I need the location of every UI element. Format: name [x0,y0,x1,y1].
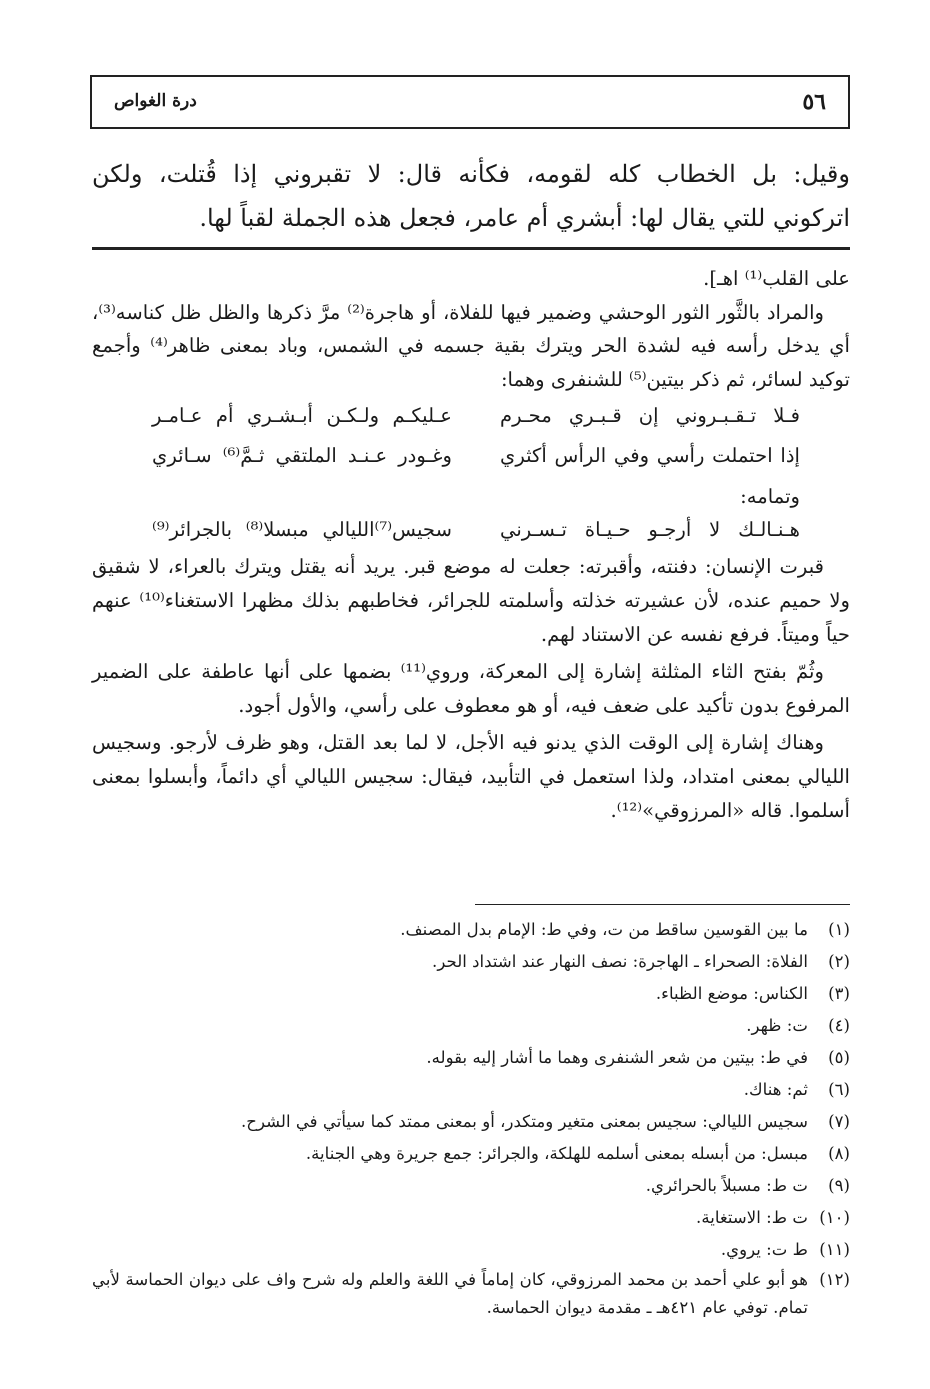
footnote-text: ط ت: يروي. [720,1240,808,1259]
footnote [92,1042,850,1074]
footnote-number: (١٢) [819,1270,850,1289]
footnote [92,978,850,1010]
footnote-number: (٢) [828,952,850,971]
verse-hemistich-second: عـليكـم ولـكـن أبـشـري أم عـامـر [152,404,452,428]
footnote [92,1106,850,1138]
footnote [92,1138,850,1170]
footnote-text: ت: ظهر. [746,1016,808,1035]
footnote-text: ثم: هناك. [743,1080,808,1099]
footnote [92,914,850,946]
footnote-number: (٥) [828,1048,850,1067]
paragraph: قبرت الإنسان: دفنته، وأقبرته: جعلت له موضع قبر. يريد أنه يقتل ويترك بالعراء، لا شقيق ولا حميم عنده، لأن عشيرته خذلته وأسلمته للجرائر، فخاطبهم بذلك مظهرا الاستغناء⁽¹⁰⁾ عنهم حياً وميتاً. فرفع نفسه عن الاستناد لهم. [92,555,851,646]
paragraph: وثُمّ بفتح الثاء المثلثة إشارة إلى المعركة، وروي⁽¹¹⁾ بضمها على أنها عاطفة على الضمير المرفوع بدون تأكيد على ضعف فيه، أو هو معطوف على رأسي، والأول أجود. [92,660,850,717]
footnote-number: (١١) [819,1240,850,1259]
footnote-number: (٧) [828,1112,850,1131]
page-number: ٥٦ [802,89,826,115]
footnote [92,1234,850,1266]
verse-hemistich-first: هـنـالـك لا أرجـو حـيـاة تـسـرني [500,518,800,542]
verse-line [92,440,850,480]
verse-line [92,514,850,550]
verse-hemistich-first: فـلا تـقـبـروني إن قـبـري محـرم [500,404,800,428]
quote-line: اتركوني للتي يقال لها: أبشري أم عامر، فجعل هذه الجملة لقباً لها. [199,204,850,232]
footnote-number: (٣) [828,984,850,1003]
footnote [92,1010,850,1042]
footnote-text: هو أبو علي أحمد بن محمد المرزوقي، كان إماماً في اللغة والعلم وله شرح واف على ديوان الحماسة لأبي تمام. توفي عام ٤٢١هـ ـ مقدمة ديوان الحماسة. [92,1270,808,1317]
footnote [92,1266,850,1322]
paragraph: والمراد بالثَّور الثور الوحشي وضمير فيها للفلاة، أو هاجرة⁽²⁾ مرَّ ذكرها والظل ظل كناسه⁽³⁾، أي يدخل رأسه فيه لشدة الحر ويترك بقية جسمه في الشمس، وباد بمعنى ظاهر⁽⁴⁾ وأجمع توكيد لسائر، ثم ذكر بيتين⁽⁵⁾ للشنفرى وهما: [92,300,850,391]
footnote-number: (٤) [828,1016,850,1035]
footnote-text: ت ط: الاستغاية. [696,1208,808,1227]
verse-hemistich-first: إذا احتملت رأسي وفي الرأس أكثري [500,444,800,468]
verse-line [92,400,850,440]
verse-hemistich-second: سجيس⁽⁷⁾الليالي مبسلا⁽⁸⁾ بالجرائر⁽⁹⁾ [152,518,452,542]
footnote-text: الكناس: موضع الظباء. [655,984,808,1003]
footnote-text: في ط: بيتين من شعر الشنفرى وهما ما أشار إليه بقوله. [426,1048,808,1067]
section-divider [92,247,850,250]
verse-hemistich-second: وغـودر عـنـد الملتقي ثـمَّ⁽⁶⁾ سـائري [152,444,452,468]
running-title: درة الغواص [114,91,197,111]
footnotes [92,914,850,1322]
commentary [92,262,850,827]
footnote-text: ت ط: مسبلاً بالحرائري. [645,1176,808,1195]
page-header [90,75,850,129]
paragraph: وهناك إشارة إلى الوقت الذي يدنو فيه الأجل، لا لما بعد القتل، وهو ظرف لأرجو. وسجيس الليالي بمعنى امتداد، ولذا استعمل في التأبيد، فيقال: سجيس الليالي أي دائماً، وأبسلوا بمعنى أسلموا. قاله «المرزوقي»⁽¹²⁾. [92,731,850,822]
footnote [92,946,850,978]
footnote-divider [475,904,850,905]
footnote [92,1074,850,1106]
footnote-number: (٩) [828,1176,850,1195]
continued-line: على القلب⁽¹⁾ اهـ]. [703,267,850,290]
footnote-text: الفلاة: الصحراء ـ الهاجرة: نصف النهار عند اشتداد الحر. [432,952,808,971]
footnote [92,1202,850,1234]
footnote-number: (٨) [828,1144,850,1163]
footnote-number: (١٠) [819,1208,850,1227]
verse-intro: وتمامه: [740,485,800,509]
footnote [92,1170,850,1202]
footnote-text: مبسل: من أبسله بمعنى أسلمه للهلكة، والجرائر: جمع جريرة وهي الجناية. [305,1144,808,1163]
quoted-text [92,152,850,240]
footnote-number: (٦) [828,1080,850,1099]
quote-line: وقيل: بل الخطاب كله لقومه، فكأنه قال: لا تقبروني إذا قُتلت، ولكن [92,160,850,188]
footnote-text: سجيس الليالي: سجيس بمعنى متغير ومتكدر، أو بمعنى ممتد كما سيأتي في الشرح. [240,1112,808,1131]
footnote-text: ما بين القوسين ساقط من ت، وفي ط: الإمام بدل المصنف. [400,920,808,939]
footnote-number: (١) [828,920,850,939]
